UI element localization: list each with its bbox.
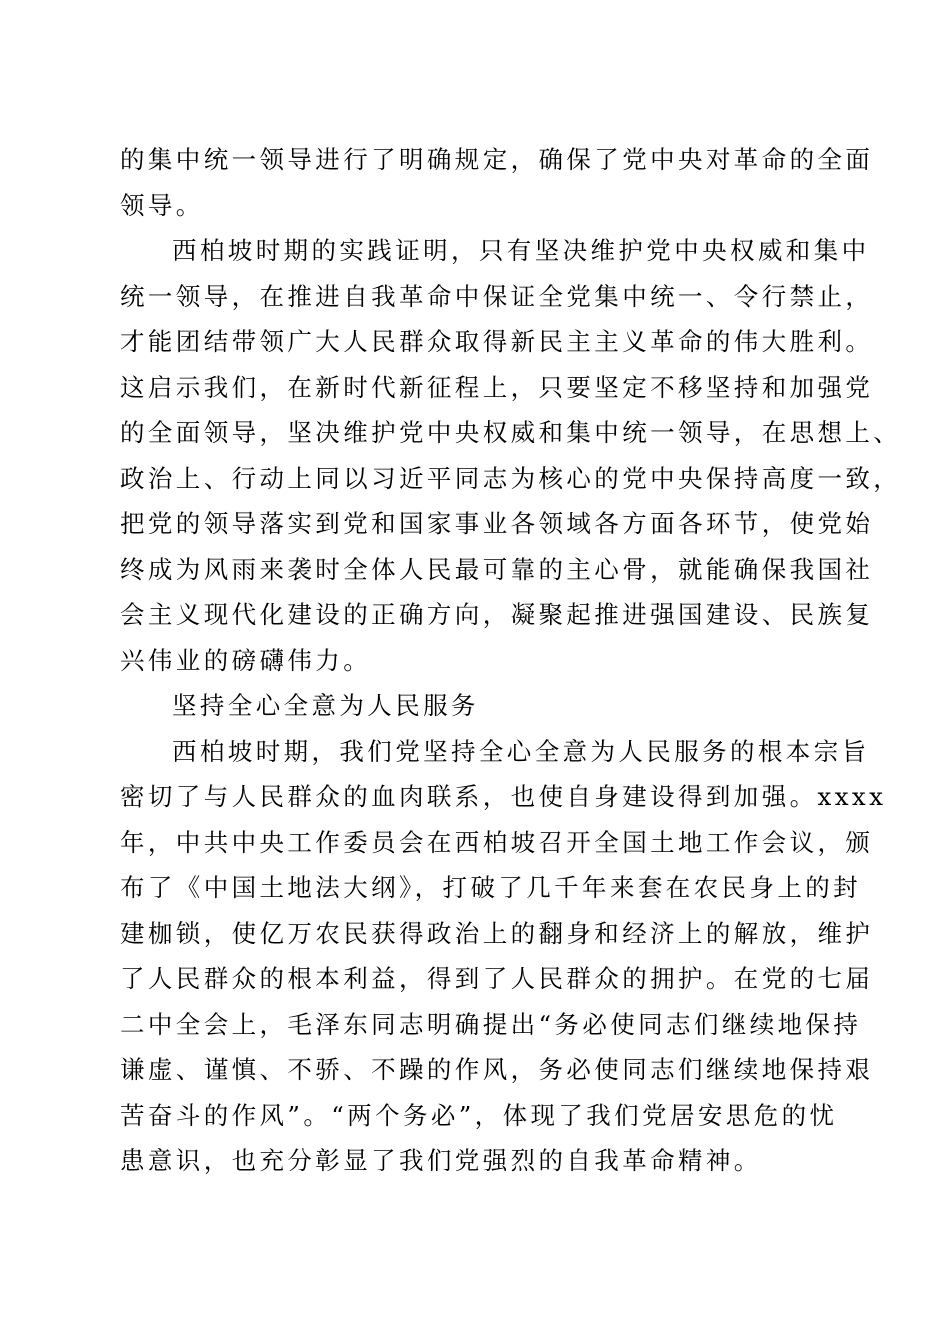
text-line: 把党的领导落实到党和国家事业各领域各方面各环节，使党始: [120, 509, 874, 538]
text-line: 患意识，也充分彰显了我们党强烈的自我革命精神。: [120, 1146, 762, 1175]
text-line: 布了《中国土地法大纲》，打破了几千年来套在农民身上的封: [120, 873, 862, 902]
text-line: 统一领导，在推进自我革命中保证全党集中统一、令行禁止，: [120, 281, 874, 311]
body-text: [120, 137, 902, 1184]
text-line: 会主义现代化建设的正确方向，凝聚起推进强国建设、民族复: [120, 600, 874, 629]
text-line: 西柏坡时期，我们党坚持全心全意为人民服务的根本宗旨: [172, 736, 870, 766]
text-line: 领导。: [120, 190, 204, 220]
text-line: 兴伟业的磅礴伟力。: [120, 645, 372, 675]
text-line: 的全面领导，坚决维护党中央权威和集中统一领导，在思想上、: [120, 418, 902, 447]
text-line: 谦虚、谨慎、不骄、不躁的作风，务必使同志们继续地保持艰: [120, 1055, 874, 1084]
text-line: 密切了与人民群众的血肉联系，也使自身建设得到加强。xxxx: [120, 782, 887, 811]
text-line: 建枷锁，使亿万农民获得政治上的翻身和经济上的解放，维护: [120, 918, 874, 948]
text-line: 的集中统一领导进行了明确规定，确保了党中央对革命的全面: [120, 145, 874, 174]
text-line: 坚持全心全意为人民服务: [172, 691, 479, 720]
text-line: 政治上、行动上同以习近平同志为核心的党中央保持高度一致，: [120, 463, 902, 493]
text-line: 苦奋斗的作风”。“两个务必”，体现了我们党居安思危的忧: [120, 1100, 838, 1130]
text-line: 二中全会上，毛泽东同志明确提出“务必使同志们继续地保持: [120, 1009, 862, 1039]
text-line: 才能团结带领广大人民群众取得新民主主义革命的伟大胜利。: [120, 327, 874, 356]
text-line: 年，中共中央工作委员会在西柏坡召开全国土地工作会议，颁: [120, 827, 874, 857]
text-line: 了人民群众的根本利益，得到了人民群众的拥护。在党的七届: [120, 964, 874, 993]
text-line: 西柏坡时期的实践证明，只有坚决维护党中央权威和集中: [172, 236, 870, 265]
text-line: 这启示我们，在新时代新征程上，只要坚定不移坚持和加强党: [120, 372, 874, 402]
text-line: 终成为风雨来袭时全体人民最可靠的主心骨，就能确保我国社: [120, 554, 874, 584]
